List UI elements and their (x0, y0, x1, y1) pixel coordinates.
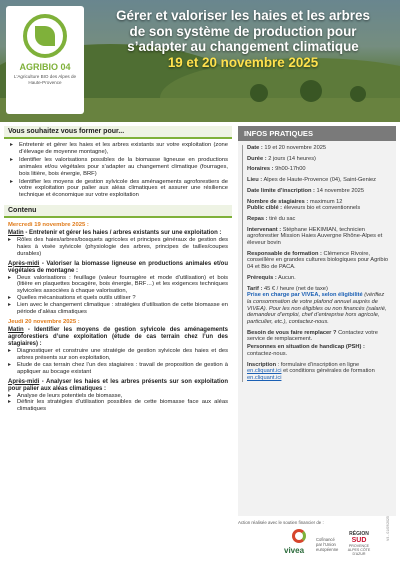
session-list (8, 237, 228, 257)
list-item: ▸ Analyse de leurs potentiels de biomasse, (8, 393, 228, 400)
session-period: Après-midi (8, 260, 40, 267)
info-value: 14 novembre 2025 (316, 187, 364, 194)
info-limite (247, 188, 390, 195)
session-list (8, 393, 228, 413)
session-title (8, 261, 228, 275)
footer (0, 517, 400, 566)
info-date (247, 145, 390, 152)
list-item: ▸ Deux valorisations : feuillage (valeur fourragère et mode d’utilisation) et bois (litière en plaquettes bocagère, bois énergie, BRF…) et les exigences techniques sylvicoles associées à chaque valorisation, (8, 275, 228, 295)
session-title (8, 327, 228, 348)
title-line: de son système de production pour (129, 23, 357, 39)
session-text: - Valoriser la biomasse ligneuse en productions animales et/ou végétales de montagne : (8, 260, 228, 274)
funding-note: Action réalisée avec le soutien financier de : (238, 520, 324, 525)
info-value: Stéphane HEKIMIAN, technicien agroforestier Mission Haies Auvergne Rhône-Alpes et éleveur bovin (247, 226, 383, 247)
info-duree (247, 156, 390, 163)
session-text: - Identifier les moyens de gestion sylvicole des aménagements agroforestiers d’une exploitation (étude de cas terrain chez l’un des stagiaires) : (8, 327, 228, 348)
info-value: maximum 12 (309, 198, 343, 205)
info-intervenant (247, 227, 390, 247)
session-list (8, 348, 228, 375)
info-note: Pour les non éligibles ou non financés (salarié, demandeur d’emploi, chef d’entreprise hors agricole, particulier, etc.), contactez-nous. (247, 305, 387, 326)
vivea-mark-icon (292, 529, 306, 543)
session-title (8, 230, 228, 237)
info-value: Clémence Rivoire, conseillère en grandes cultures biologiques pour Agribio 04 et Bio de PACA. (247, 250, 389, 271)
info-value: tiré du sac (269, 215, 296, 222)
info-label: Repas : (247, 215, 268, 222)
info-label: Nombre de stagiaires : (247, 198, 309, 205)
info-value: : formulaire d’inscription en ligne (276, 361, 360, 368)
session-title (8, 379, 228, 393)
list-item: ▸ Définir les stratégies d’utilisation possibles de cette biomasse face aux aléas climatiques (8, 399, 228, 413)
info-label: Public ciblé : (247, 205, 283, 212)
logo-subtitle: L'Agriculture BIO des Alpes de Haute-Provence (13, 74, 77, 85)
list-item: ▸ Quelles mécanisations et quels outils utiliser ? (8, 295, 228, 302)
infos-panel (238, 126, 396, 516)
info-label: Intervenant : (247, 226, 282, 233)
info-value: et conditions générales de formation (283, 368, 375, 375)
info-lieu (247, 177, 390, 184)
list-item: ▸ Rôles des haies/arbres/bosquets agricoles et principes généraux de gestion des haies à visée sylvicole (physiologie des arbres, principes de tailles/coupes durables) (8, 237, 228, 257)
info-label: Prise en charge par VIVEA, selon éligibilité (247, 292, 363, 299)
vivea-logo (284, 529, 314, 559)
session-text: - Analyser les haies et les arbres présents sur son exploitation pour palier aux aléas climatiques : (8, 378, 228, 392)
leaf-icon (23, 14, 67, 58)
contenu-heading: Contenu (4, 205, 232, 218)
title-dates: 19 et 20 novembre 2025 (167, 54, 319, 70)
session-period: Matin (8, 230, 24, 237)
session-block (4, 230, 232, 257)
info-label: Date : (247, 145, 263, 151)
info-horaires (247, 166, 390, 173)
info-label: Horaires : (247, 166, 274, 173)
info-label: Durée : (247, 155, 267, 162)
session-block (4, 261, 232, 316)
info-value: 45 € / heure (net de taxe) (263, 285, 328, 292)
info-label: Tarif : (247, 285, 263, 292)
infos-body (238, 141, 396, 382)
session-list (8, 275, 228, 316)
list-item: ▸ Lien avec le changement climatique : stratégies d’utilisation de cette biomasse en période d’aléas climatiques (8, 302, 228, 316)
info-label: Personnes en situation de handicap (PSH) : (247, 344, 365, 351)
list-item: ▸ Identifier les valorisations possibles de la biomasse ligneuse en productions animales et/ou végétales pour s’adapter au changement climatique (fourrages, bois litière, bois énergie, BRF) (10, 157, 228, 178)
info-label: Inscription (247, 361, 277, 368)
info-public (247, 205, 390, 212)
info-value: Aucun. (278, 274, 296, 281)
agribio-logo (6, 6, 84, 114)
day-date: Mercredi 19 novembre 2025 : (8, 222, 89, 229)
info-value: éleveurs bio et conventionnels (283, 205, 361, 212)
info-inscription (247, 362, 390, 382)
info-label: Date limite d’inscription : (247, 187, 315, 194)
infos-heading: INFOS PRATIQUES (238, 126, 396, 141)
info-responsable (247, 251, 390, 271)
eu-cofinancing: Cofinancé par l'Union européenne (316, 537, 339, 552)
region-line: PROVENCE ALPES CÔTE D'AZUR (347, 544, 371, 556)
contenu-section (4, 205, 232, 413)
list-item: ▸ Etude de cas terrain chez l’un des stagiaires : travail de proposition de gestion à appliquer au bocage existant (8, 362, 228, 376)
vivea-text: vivea (284, 546, 305, 555)
info-stagiaires (247, 199, 390, 206)
logo-name: AGRIBIO 04 (19, 62, 71, 72)
list-item: ▸ Identifier les moyens de gestion sylvicole des aménagements agroforestiers de votre exploitation pour palier aux aléas climatiques et assurer une résilience technique et économique sur votre exploitation (10, 179, 228, 200)
info-prerequis (247, 275, 390, 282)
info-value: Alpes de Haute-Provence (04), Saint-Geniez (263, 177, 376, 184)
title-line: Gérer et valoriser les haies et les arbres (116, 8, 370, 23)
info-handicap (247, 344, 390, 357)
main-column (4, 126, 232, 416)
inscription-link[interactable]: en.cliquant.ici (247, 368, 282, 375)
info-prise-en-charge (247, 292, 390, 326)
objectives-heading: Vous souhaitez vous former pour... (4, 126, 232, 139)
day-date: Jeudi 20 novembre 2025 : (8, 319, 80, 326)
info-label: Besoin de vous faire remplacer ? (247, 329, 337, 336)
info-repas (247, 216, 390, 223)
info-value: Contactez votre service de remplacement. (247, 329, 378, 343)
region-line: RÉGION (349, 531, 369, 537)
info-note: (vérifiez la consommation de votre plafond annuel auprès de VIVEA). (247, 292, 385, 312)
info-value: contactez-nous. (247, 350, 288, 357)
region-sud-logo (344, 531, 374, 556)
region-line: SUD (351, 537, 367, 544)
session-block (4, 327, 232, 375)
header-banner (0, 0, 400, 122)
info-value: 19 et 20 novembre 2025 (264, 145, 327, 151)
info-tarif (247, 286, 390, 293)
title-line: s’adapter au changement climatique (127, 39, 359, 54)
info-label: Lieu : (247, 177, 263, 184)
info-remplacement (247, 330, 390, 343)
session-block (4, 379, 232, 413)
session-period: Matin (8, 327, 24, 334)
info-value: 9h00-17h00 (275, 166, 306, 173)
version-label: V4 - 01/09/2025 (386, 516, 390, 541)
info-value: 2 jours (14 heures) (268, 155, 316, 162)
conditions-link[interactable]: en.cliquant.ici (247, 374, 282, 381)
page-title (90, 8, 396, 70)
objectives-list (4, 139, 232, 202)
list-item: ▸ Diagnostiquer et construire une stratégie de gestion sylvicole des haies et des arbres présents sur son exploitation, (8, 348, 228, 362)
session-text: - Entretenir et gérer les haies / arbres existants sur une exploitation : (23, 230, 222, 237)
info-label: Responsable de formation : (247, 250, 322, 257)
info-label: Prérequis : (247, 274, 277, 281)
list-item: ▸ Entretenir et gérer les haies et les arbres existants sur votre exploitation (zone d’élevage de moyenne montagne), (10, 142, 228, 156)
session-period: Après-midi (8, 378, 40, 385)
